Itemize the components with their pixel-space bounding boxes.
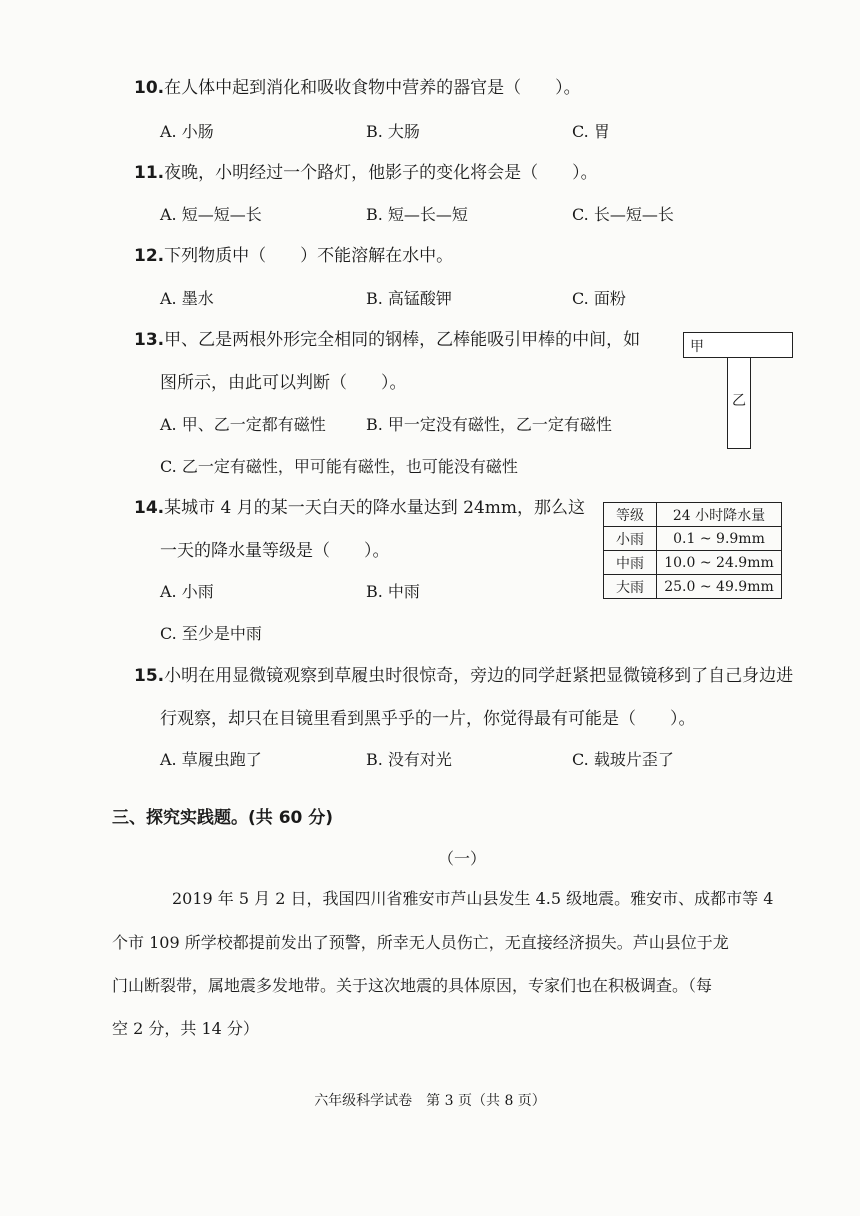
option-b[interactable]: B. 高锰酸钾	[366, 289, 452, 308]
question-text: 某城市 4 月的某一天白天的降水量达到 24mm，那么这	[164, 498, 586, 518]
option-b[interactable]: B. 大肠	[366, 122, 420, 141]
option-b[interactable]: B. 中雨	[366, 582, 420, 601]
section-title: 三、探究实践题。(共 60 分)	[112, 808, 334, 828]
option-c[interactable]: C. 乙一定有磁性，甲可能有磁性，也可能没有磁性	[160, 457, 518, 476]
option-a[interactable]: A. 墨水	[160, 289, 214, 308]
table-header-row	[604, 503, 782, 527]
question-text: 在人体中起到消化和吸收食物中营养的器官是（ ）。	[164, 78, 581, 98]
option-c[interactable]: C. 面粉	[572, 289, 626, 308]
option-a[interactable]: A. 草履虫跑了	[160, 750, 262, 769]
part-heading: （一）	[438, 849, 487, 868]
option-c[interactable]: C. 长—短—长	[572, 205, 674, 224]
question-number: 13.	[134, 330, 165, 350]
question-text: 下列物质中（ ）不能溶解在水中。	[164, 246, 454, 266]
question-14	[134, 497, 585, 519]
table-cell: 25.0 ~ 49.9mm	[657, 575, 782, 599]
table-row	[604, 575, 782, 599]
option-a[interactable]: A. 短—短—长	[160, 205, 262, 224]
question-13	[134, 329, 640, 351]
bar-jia-label: 甲	[690, 339, 704, 355]
table-cell: 中雨	[604, 551, 657, 575]
rainfall-table	[603, 502, 782, 599]
option-c[interactable]: C. 载玻片歪了	[572, 750, 674, 769]
table-cell: 0.1 ~ 9.9mm	[657, 527, 782, 551]
option-c[interactable]: C. 胃	[572, 122, 610, 141]
option-a[interactable]: A. 小雨	[160, 582, 214, 601]
question-text: 甲、乙是两根外形完全相同的钢棒，乙棒能吸引甲棒的中间，如	[164, 330, 641, 350]
option-b[interactable]: B. 没有对光	[366, 750, 452, 769]
question-number: 14.	[134, 498, 165, 518]
paragraph-line: 门山断裂带，属地震多发地带。关于这次地震的具体原因，专家们也在积极调查。（每	[112, 976, 713, 995]
question-14-line2: 一天的降水量等级是（ ）。	[160, 541, 390, 561]
question-text: 夜晚，小明经过一个路灯，他影子的变化将会是（ ）。	[164, 163, 598, 183]
table-header: 24 小时降水量	[657, 503, 782, 527]
option-a[interactable]: A. 小肠	[160, 122, 214, 141]
question-15	[134, 665, 793, 687]
bar-jia	[683, 332, 793, 358]
question-10	[134, 77, 581, 99]
question-number: 10.	[134, 78, 165, 98]
table-cell: 小雨	[604, 527, 657, 551]
question-number: 12.	[134, 246, 165, 266]
question-number: 11.	[134, 163, 165, 183]
bar-yi-label: 乙	[732, 393, 746, 409]
table-row	[604, 551, 782, 575]
paragraph-line: 2019 年 5 月 2 日，我国四川省雅安市芦山县发生 4.5 级地震。雅安市、成都市等 4	[172, 889, 774, 908]
bar-yi	[727, 357, 751, 449]
option-a[interactable]: A. 甲、乙一定都有磁性	[160, 415, 326, 434]
page-footer: 六年级科学试卷 第 3 页（共 8 页）	[314, 1093, 546, 1109]
table-row	[604, 527, 782, 551]
question-15-line2: 行观察，却只在目镜里看到黑乎乎的一片，你觉得最有可能是（ ）。	[160, 709, 696, 729]
question-11	[134, 162, 598, 184]
option-b[interactable]: B. 短—长—短	[366, 205, 468, 224]
table-cell: 大雨	[604, 575, 657, 599]
table-header: 等级	[604, 503, 657, 527]
paragraph-line: 空 2 分，共 14 分）	[112, 1019, 259, 1038]
question-text: 小明在用显微镜观察到草履虫时很惊奇，旁边的同学赶紧把显微镜移到了自己身边进	[164, 666, 794, 686]
option-c[interactable]: C. 至少是中雨	[160, 624, 262, 643]
question-13-line2: 图所示，由此可以判断（ ）。	[160, 373, 407, 393]
option-b[interactable]: B. 甲一定没有磁性，乙一定有磁性	[366, 415, 612, 434]
paragraph-line: 个市 109 所学校都提前发出了预警，所幸无人员伤亡，无直接经济损失。芦山县位于龙	[112, 933, 729, 952]
table-cell: 10.0 ~ 24.9mm	[657, 551, 782, 575]
question-number: 15.	[134, 666, 165, 686]
question-12	[134, 245, 453, 267]
